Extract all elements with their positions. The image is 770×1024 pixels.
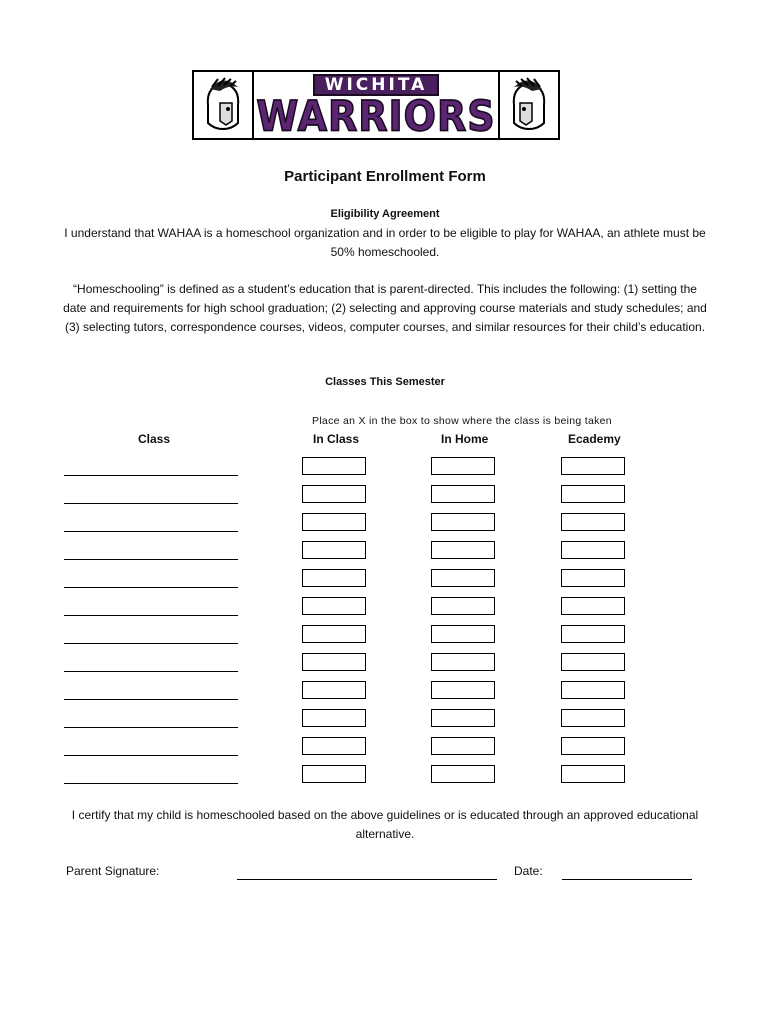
class-name-field[interactable]: [64, 559, 238, 560]
in-home-checkbox[interactable]: [431, 485, 495, 503]
academy-checkbox[interactable]: [561, 513, 625, 531]
class-row: [0, 624, 770, 652]
in-home-checkbox[interactable]: [431, 653, 495, 671]
class-row: [0, 456, 770, 484]
in-home-checkbox[interactable]: [431, 569, 495, 587]
class-name-field[interactable]: [64, 671, 238, 672]
in-class-checkbox[interactable]: [302, 541, 366, 559]
academy-checkbox[interactable]: [561, 681, 625, 699]
in-class-checkbox[interactable]: [302, 625, 366, 643]
in-class-checkbox[interactable]: [302, 569, 366, 587]
certification-text: I certify that my child is homeschooled based on the above guidelines or is educated through an approved educational alternative.: [71, 808, 699, 841]
in-class-checkbox[interactable]: [302, 457, 366, 475]
logo-wordmark: [254, 72, 498, 141]
class-row: [0, 680, 770, 708]
column-header-academy: Ecademy: [568, 432, 621, 446]
class-row: [0, 540, 770, 568]
class-name-field[interactable]: [64, 755, 238, 756]
academy-checkbox[interactable]: [561, 485, 625, 503]
in-class-checkbox[interactable]: [302, 653, 366, 671]
form-title: Participant Enrollment Form: [284, 168, 486, 185]
in-home-checkbox[interactable]: [431, 541, 495, 559]
logo-main-text: WARRIORS: [256, 91, 496, 141]
academy-checkbox[interactable]: [561, 569, 625, 587]
in-class-checkbox[interactable]: [302, 765, 366, 783]
date-label: Date:: [514, 864, 543, 878]
column-header-in-home: In Home: [441, 432, 489, 446]
in-class-checkbox[interactable]: [302, 681, 366, 699]
right-helmet-box: [498, 72, 558, 138]
in-home-checkbox[interactable]: [431, 681, 495, 699]
class-name-field[interactable]: [64, 475, 238, 476]
academy-checkbox[interactable]: [561, 765, 625, 783]
in-home-checkbox[interactable]: [431, 597, 495, 615]
academy-checkbox[interactable]: [561, 737, 625, 755]
parent-signature-field[interactable]: [237, 879, 497, 880]
in-class-checkbox[interactable]: [302, 597, 366, 615]
eligibility-heading: Eligibility Agreement: [330, 208, 440, 220]
logo-banner: [192, 70, 560, 140]
in-class-checkbox[interactable]: [302, 485, 366, 503]
date-field[interactable]: [562, 879, 692, 880]
academy-checkbox[interactable]: [561, 597, 625, 615]
class-name-field[interactable]: [64, 643, 238, 644]
academy-checkbox[interactable]: [561, 625, 625, 643]
class-name-field[interactable]: [64, 699, 238, 700]
class-rows: [0, 456, 770, 792]
column-header-in-class: In Class: [313, 432, 360, 446]
class-row: [0, 596, 770, 624]
left-helmet-box: [194, 72, 254, 138]
class-name-field[interactable]: [64, 587, 238, 588]
eligibility-paragraph-2: “Homeschooling” is defined as a student’s education that is parent-directed. This includes the following: (1) setting the date and requirements for high school graduation; (2) selecting and approving course materials and study schedules; and (3) selecting tutors, correspondence courses, videos, computer courses, and similar resources for their child’s education.: [63, 282, 707, 334]
in-home-checkbox[interactable]: [431, 709, 495, 727]
in-home-checkbox[interactable]: [431, 625, 495, 643]
in-class-checkbox[interactable]: [302, 737, 366, 755]
class-row: [0, 484, 770, 512]
class-row: [0, 708, 770, 736]
class-row: [0, 764, 770, 792]
in-home-checkbox[interactable]: [431, 513, 495, 531]
classes-instruction: Place an X in the box to show where the class is being taken: [312, 415, 612, 427]
class-name-field[interactable]: [64, 783, 238, 784]
in-home-checkbox[interactable]: [431, 457, 495, 475]
in-class-checkbox[interactable]: [302, 513, 366, 531]
academy-checkbox[interactable]: [561, 457, 625, 475]
spartan-helmet-icon: [198, 75, 248, 135]
class-name-field[interactable]: [64, 503, 238, 504]
academy-checkbox[interactable]: [561, 709, 625, 727]
classes-heading: Classes This Semester: [325, 376, 445, 388]
class-name-field[interactable]: [64, 727, 238, 728]
spartan-helmet-icon: [504, 75, 554, 135]
academy-checkbox[interactable]: [561, 653, 625, 671]
class-row: [0, 568, 770, 596]
class-row: [0, 736, 770, 764]
in-home-checkbox[interactable]: [431, 737, 495, 755]
in-home-checkbox[interactable]: [431, 765, 495, 783]
class-row: [0, 512, 770, 540]
eligibility-paragraph-1: I understand that WAHAA is a homeschool organization and in order to be eligible to play for WAHAA, an athlete must be 50% homeschooled.: [64, 226, 706, 259]
class-name-field[interactable]: [64, 531, 238, 532]
in-class-checkbox[interactable]: [302, 709, 366, 727]
column-header-class: Class: [138, 432, 171, 446]
class-name-field[interactable]: [64, 615, 238, 616]
parent-signature-label: Parent Signature:: [66, 864, 160, 878]
logo-top-text: WICHITA: [313, 74, 440, 96]
academy-checkbox[interactable]: [561, 541, 625, 559]
class-row: [0, 652, 770, 680]
